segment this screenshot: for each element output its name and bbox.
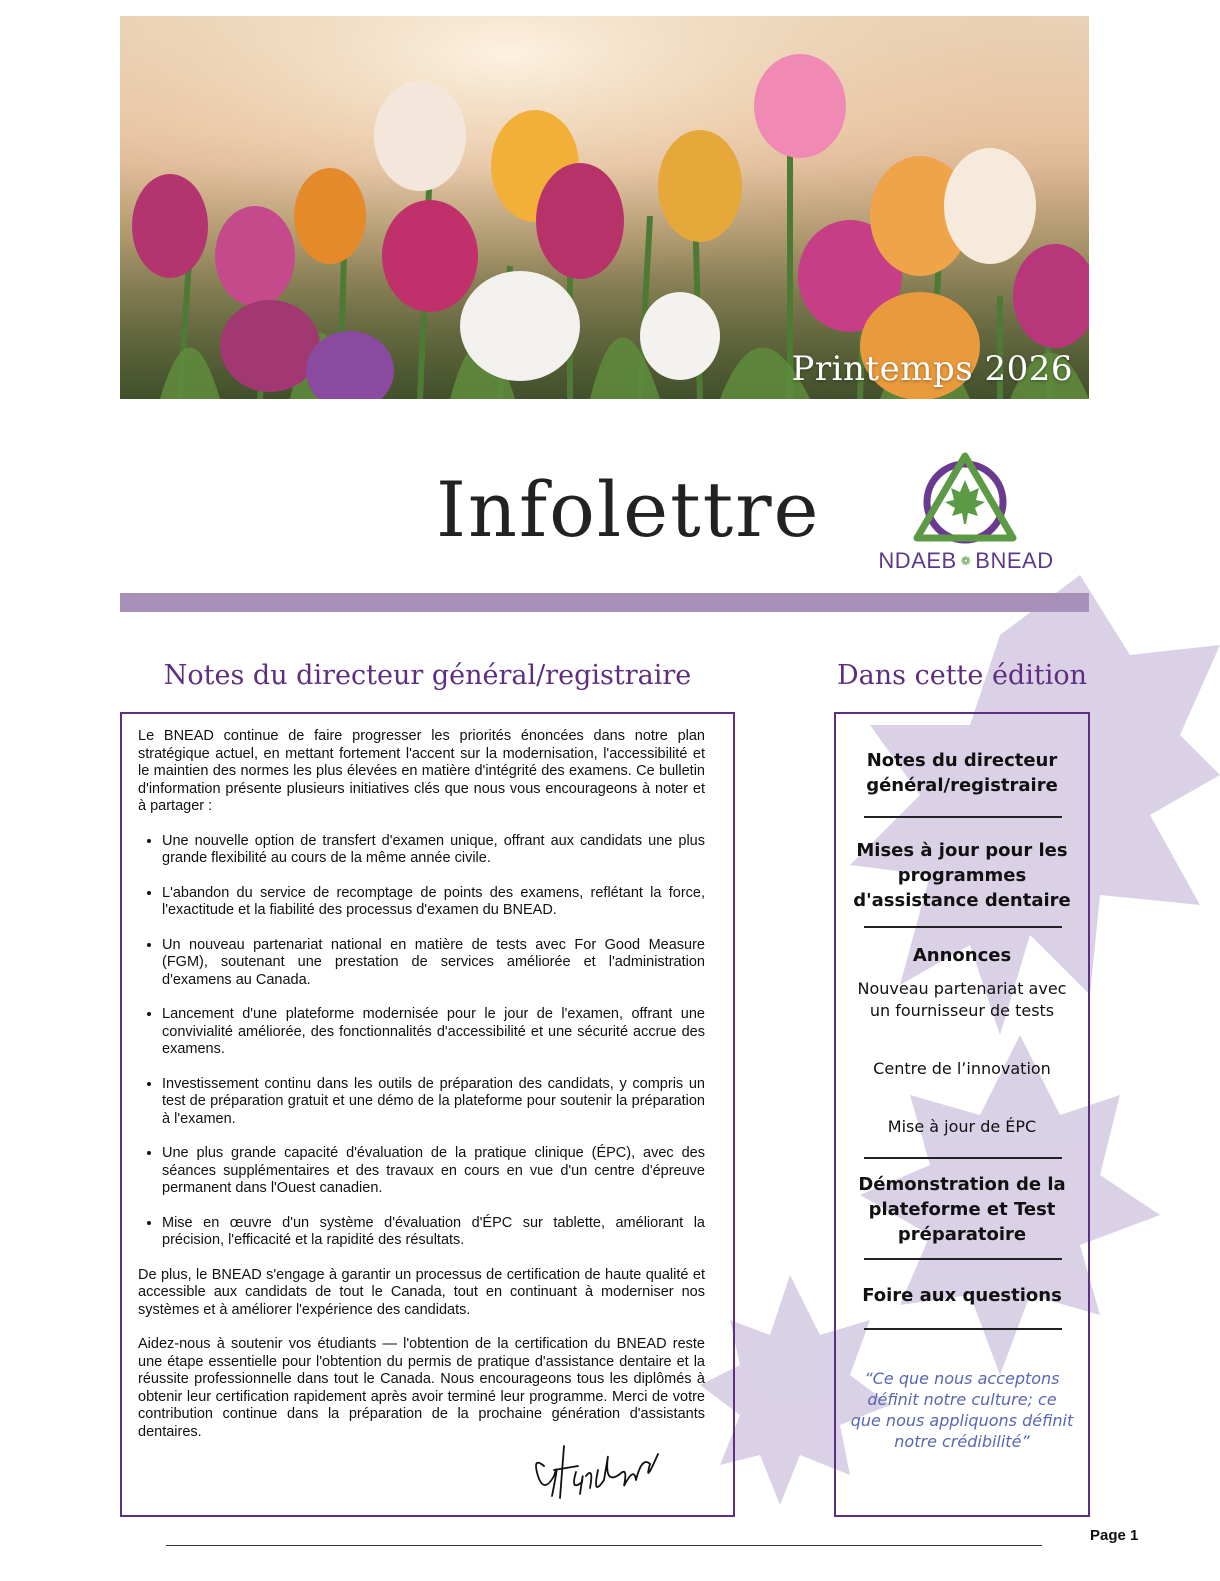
list-item: • Investissement continu dans les outils de préparation des candidats, y compris un test de préparation gratuit et une démo de la plateforme pour soutenir la préparation à l'examen. [162,1076,705,1129]
initiatives-list [138,833,705,1250]
notes-intro: Le BNEAD continue de faire progresser les priorités énoncées dans notre plan stratégique actuel, en mettant fortement l'accent sur la modernisation, l'accessibilité et le maintien des normes les plus élevées en matière d'intégrité des examens. Ce bulletin d'information présente plusieurs initiatives clés que nous vous encourageons à noter et à partager : [138,728,705,814]
director-notes-body [138,728,705,1458]
culture-quote: “Ce que nous acceptons définit notre culture; ce que nous appliquons définit notre crédibilité” [850,1369,1074,1451]
season-label: Printemps 2026 [791,349,1073,389]
list-item: • Lancement d'une plateforme modernisée pour le jour de l'examen, offrant une convivialité améliorée, des fonctionnalités d'accessibilité et une sécurité accrue des examens. [162,1006,705,1059]
logo-text-right: BNEAD [975,548,1054,573]
logo-wordmark [873,548,1059,574]
tulip-field-photo [120,16,1089,399]
toc-divider [864,1328,1062,1330]
ndaeb-bnead-logo [905,450,1025,550]
list-item: • Une nouvelle option de transfert d'examen unique, offrant aux candidats une plus grande flexibilité au cours de la même année civile. [162,833,705,868]
small-maple-leaf-icon: ❁ [960,554,972,568]
toc-item-announcements[interactable]: Annonces [912,945,1012,966]
banner-image [120,16,1089,399]
toc-sub-epc-update[interactable]: Mise à jour de ÉPC [887,1117,1037,1136]
toc-divider [864,1258,1062,1260]
toc-item-platform-demo[interactable]: Démonstration de la plateforme et Test préparatoire [858,1174,1066,1245]
footer-rule [166,1545,1042,1546]
toc-item-faq[interactable]: Foire aux questions [862,1285,1062,1306]
toc-item-program-updates[interactable]: Mises à jour pour les programmes d'assistance dentaire [853,840,1071,911]
list-item: • Un nouveau partenariat national en matière de tests avec For Good Measure (FGM), soutenant une prestation de services améliorée et l'administration d'examens au Canada. [162,937,705,990]
newsletter-title: Infolettre [436,465,821,554]
toc-sub-innovation-centre[interactable]: Centre de l’innovation [873,1059,1051,1078]
toc-divider [864,1157,1062,1159]
list-item: • Une plus grande capacité d'évaluation de la pratique clinique (ÉPC), avec des séances supplémentaires et des travaux en cours en vue d'un centre d'épreuve permanent dans l'Ouest canadien. [162,1145,705,1198]
toc-heading: Dans cette édition [837,660,1087,691]
notes-heading: Notes du directeur général/registraire [163,660,692,691]
notes-paragraph-3: Aidez-nous à soutenir vos étudiants — l'obtention de la certification du BNEAD reste une étape essentielle pour l'obtention du permis de pratique d'assistance dentaire et la réussite professionnelle dans tout le Canada. Nous encourageons tous les diplômés à obtenir leur certification rapidement après avoir terminé leur programme. Merci de votre contribution continue dans la préparation de la prochaine génération d'assistants dentaires. [138,1336,705,1440]
toc-divider [864,926,1062,928]
page-number: Page 1 [1090,1527,1139,1544]
handwritten-signature [524,1436,664,1502]
in-this-edition-box [834,712,1090,1517]
list-item: • L'abandon du service de recomptage de points des examens, reflétant la force, l'exactitude et la fiabilité des processus d'examen du BNEAD. [162,885,705,920]
header-divider-bar [120,593,1089,612]
toc-sub-partnership[interactable]: Nouveau partenariat avec un fournisseur de tests [857,979,1067,1020]
toc-item-director-notes[interactable]: Notes du directeur général/registraire [866,750,1058,796]
toc-divider [864,816,1062,818]
director-notes-box [120,712,735,1517]
notes-paragraph-2: De plus, le BNEAD s'engage à garantir un processus de certification de haute qualité et accessible aux candidats de tout le Canada, tout en continuant à moderniser nos systèmes et à améliorer l'expérience des candidats. [138,1266,705,1318]
logo-text-left: NDAEB [878,548,957,573]
list-item: • Mise en œuvre d'un système d'évaluation d'ÉPC sur tablette, améliorant la précision, l'efficacité et la rapidité des résultats. [162,1215,705,1250]
